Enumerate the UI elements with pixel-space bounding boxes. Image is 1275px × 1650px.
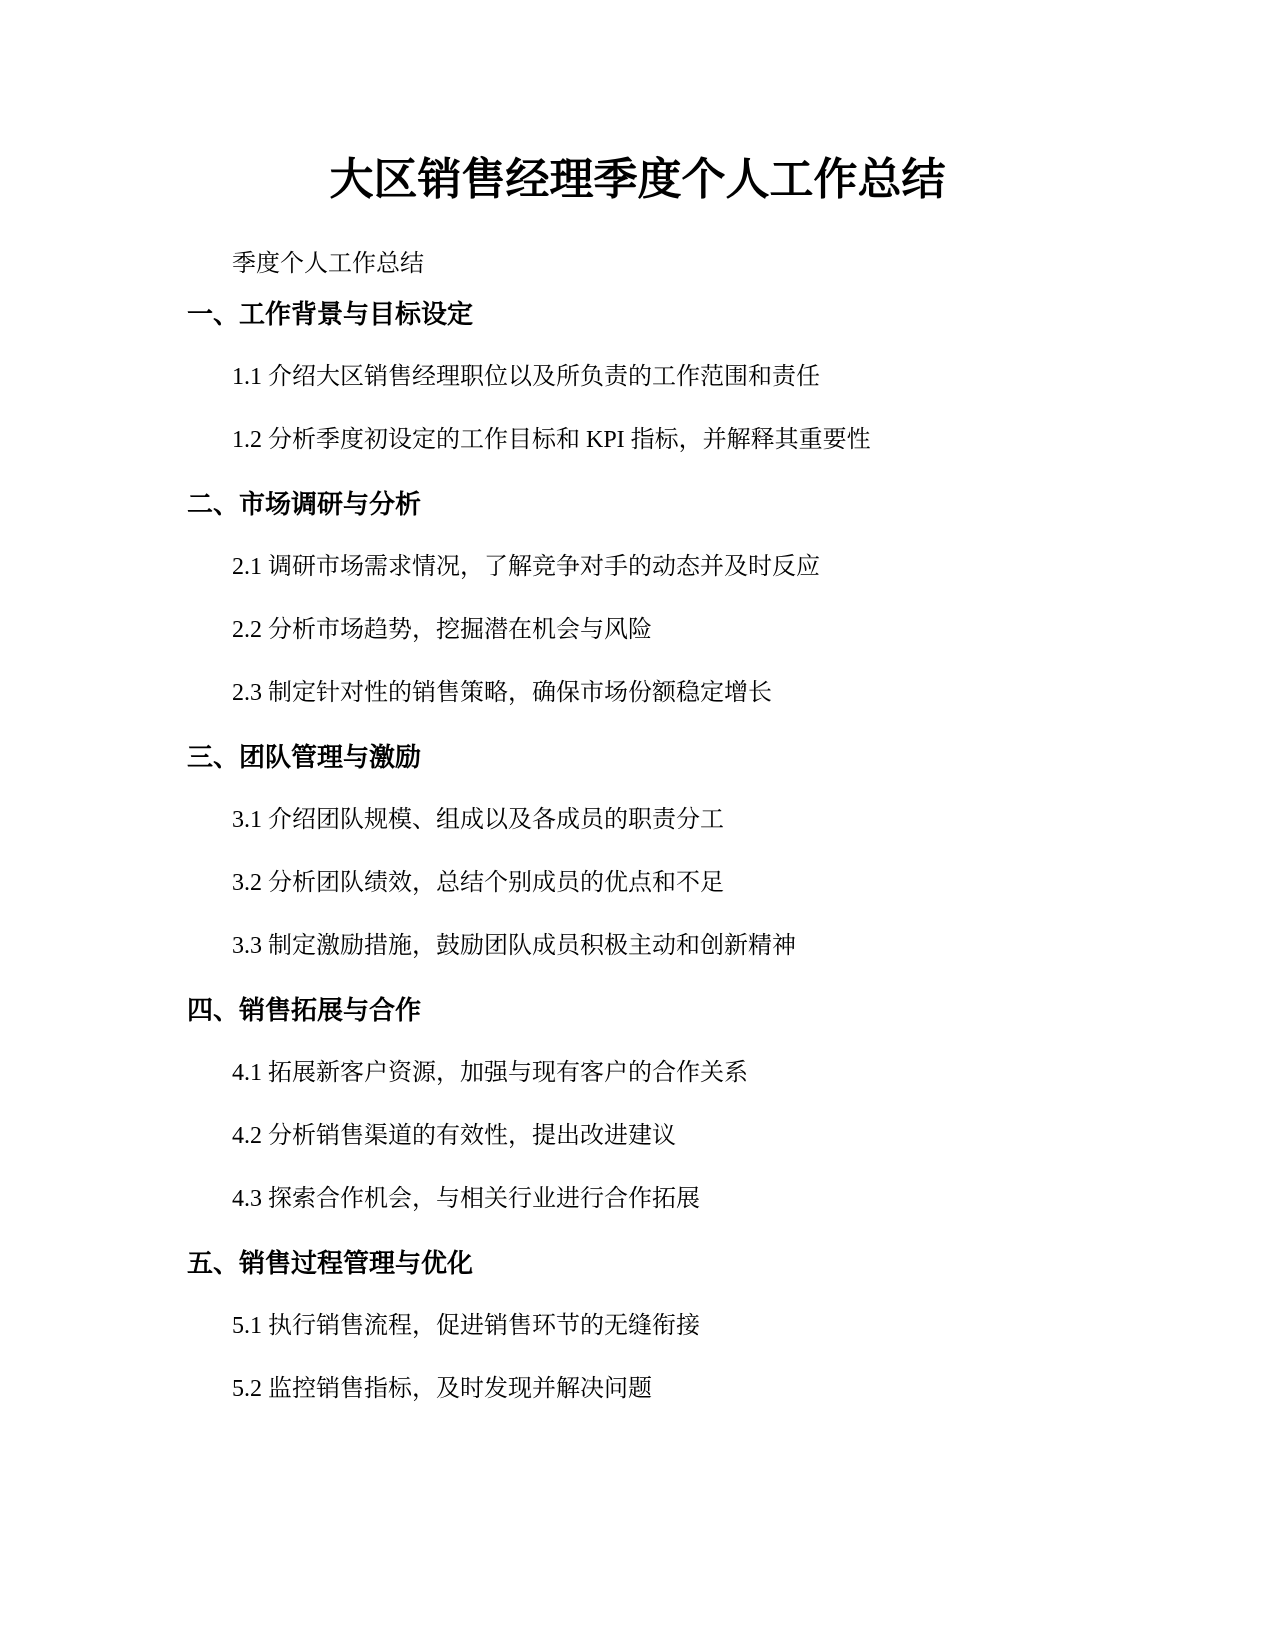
section-2-item-1: 2.1 调研市场需求情况，了解竞争对手的动态并及时反应 bbox=[232, 554, 820, 580]
section-3-item-3: 3.3 制定激励措施，鼓励团队成员积极主动和创新精神 bbox=[232, 933, 796, 959]
section-1-item-2: 1.2 分析季度初设定的工作目标和 KPI 指标，并解释其重要性 bbox=[232, 427, 871, 453]
section-heading-1: 一、工作背景与目标设定 bbox=[187, 300, 474, 330]
section-heading-4: 四、销售拓展与合作 bbox=[187, 996, 422, 1026]
section-4-item-2: 4.2 分析销售渠道的有效性，提出改进建议 bbox=[232, 1123, 676, 1149]
section-3-item-2: 3.2 分析团队绩效，总结个别成员的优点和不足 bbox=[232, 870, 724, 896]
section-4-item-1: 4.1 拓展新客户资源，加强与现有客户的合作关系 bbox=[232, 1060, 748, 1086]
section-1-item-1: 1.1 介绍大区销售经理职位以及所负责的工作范围和责任 bbox=[232, 364, 820, 390]
document-title: 大区销售经理季度个人工作总结 bbox=[329, 154, 946, 205]
section-4-item-3: 4.3 探索合作机会，与相关行业进行合作拓展 bbox=[232, 1186, 700, 1212]
section-heading-2: 二、市场调研与分析 bbox=[187, 490, 422, 520]
section-5-item-2: 5.2 监控销售指标，及时发现并解决问题 bbox=[232, 1376, 652, 1402]
section-heading-5: 五、销售过程管理与优化 bbox=[187, 1249, 474, 1279]
section-3-item-1: 3.1 介绍团队规模、组成以及各成员的职责分工 bbox=[232, 807, 724, 833]
section-5-item-1: 5.1 执行销售流程，促进销售环节的无缝衔接 bbox=[232, 1313, 700, 1339]
section-heading-3: 三、团队管理与激励 bbox=[187, 743, 422, 773]
section-2-item-3: 2.3 制定针对性的销售策略，确保市场份额稳定增长 bbox=[232, 680, 772, 706]
section-2-item-2: 2.2 分析市场趋势，挖掘潜在机会与风险 bbox=[232, 617, 652, 643]
document-subtitle: 季度个人工作总结 bbox=[232, 249, 424, 277]
